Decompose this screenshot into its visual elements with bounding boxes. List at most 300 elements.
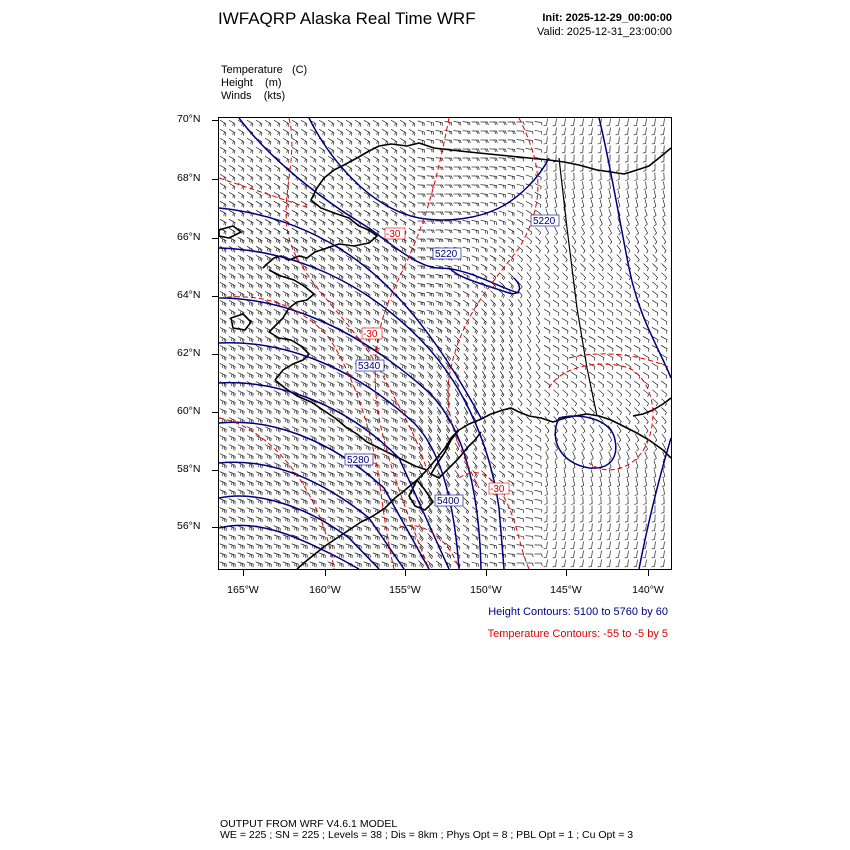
wind-barb-flag — [666, 295, 667, 298]
wind-barb-flag — [298, 411, 299, 414]
wind-barb-flag — [235, 367, 236, 370]
wind-barb-flag — [608, 189, 611, 190]
wind-barb — [409, 129, 415, 133]
wind-barb-flag — [486, 185, 487, 188]
wind-barb — [608, 264, 613, 269]
wind-barb-flag — [323, 204, 324, 207]
legend-temperature-name: Temperature — [221, 64, 283, 76]
wind-barb-flag — [567, 322, 568, 325]
wind-barb — [319, 165, 325, 169]
wind-barb-flag — [639, 358, 640, 361]
wind-barb-flag — [358, 374, 359, 377]
wind-barb-flag — [280, 411, 281, 414]
wind-barb — [481, 185, 488, 186]
wind-barb-flag — [270, 169, 271, 172]
wind-barb-flag — [638, 269, 640, 272]
wind-barb-flag — [432, 367, 433, 370]
wind-barb — [536, 299, 540, 305]
wind-barb-flag — [492, 339, 494, 341]
wind-barb — [608, 408, 613, 413]
wind-barb-flag — [421, 402, 423, 405]
wind-barb-flag — [404, 204, 405, 207]
wind-barb — [337, 147, 343, 151]
wind-barb-flag — [341, 393, 342, 396]
wind-barb — [616, 273, 621, 278]
wind-barb-flag — [628, 233, 630, 235]
wind-barb-flag — [279, 214, 280, 217]
wind-barb-flag — [616, 153, 619, 154]
wind-barb-flag — [441, 221, 442, 224]
wind-barb-flag — [350, 303, 351, 306]
wind-barb-flag — [628, 242, 630, 244]
wind-barb — [607, 336, 613, 339]
wind-barb-flag — [512, 277, 513, 280]
wind-barb-flag — [461, 176, 462, 179]
wind-barb-flag — [425, 194, 426, 197]
wind-barb-flag — [314, 330, 315, 333]
wind-barb-flag — [562, 171, 565, 172]
wind-barb-flag — [296, 240, 297, 243]
wind-barb-flag — [242, 186, 243, 189]
wind-barb — [364, 183, 370, 186]
wind-barb-flag — [343, 313, 344, 316]
wind-barb-flag — [377, 294, 378, 297]
wind-barb-flag — [621, 331, 622, 334]
lon-tick — [243, 570, 244, 576]
wind-barb-flag — [423, 284, 424, 287]
wind-barb-flag — [574, 242, 576, 244]
wind-barb-flag — [234, 241, 235, 244]
wind-barb-flag — [261, 232, 262, 235]
wind-barb-flag — [305, 141, 306, 144]
wind-barb-flag — [388, 349, 389, 352]
wind-barb — [490, 247, 496, 250]
wind-barb-flag — [425, 230, 426, 233]
wind-barb — [598, 354, 604, 357]
wind-barb-flag — [396, 205, 397, 208]
wind-barb-flag — [330, 266, 331, 269]
wind-barb-flag — [461, 185, 462, 188]
wind-barb-flag — [244, 286, 245, 289]
wind-barb — [400, 183, 406, 186]
wind-barb-flag — [240, 275, 241, 278]
wind-barb — [527, 272, 531, 277]
wind-barb-flag — [602, 269, 604, 272]
wind-barb-flag — [242, 267, 243, 270]
wind-barb-flag — [278, 195, 279, 198]
wind-barb-flag — [349, 401, 350, 404]
wind-barb — [582, 200, 584, 207]
wind-barb-flag — [315, 241, 316, 244]
wind-barb — [472, 318, 477, 323]
wind-barb-flag — [223, 374, 224, 377]
wind-barb-flag — [510, 303, 512, 305]
wind-barb — [409, 138, 415, 142]
wind-barb-flag — [414, 232, 415, 235]
wind-barb-flag — [413, 303, 414, 306]
wind-barb — [508, 184, 515, 186]
wind-barb-flag — [425, 257, 426, 260]
wind-barb-flag — [341, 240, 342, 243]
wind-barb-flag — [438, 374, 440, 377]
wind-barb — [554, 245, 558, 251]
wind-barb-flag — [258, 275, 259, 278]
wind-barb — [482, 318, 487, 323]
wind-barb-flag — [494, 323, 496, 325]
wind-barb-flag — [348, 293, 349, 296]
wind-barb — [625, 282, 630, 286]
wind-barb — [662, 236, 666, 242]
wind-barb-flag — [360, 205, 361, 208]
wind-barb-flag — [585, 304, 586, 307]
wind-barb-flag — [249, 293, 250, 296]
wind-barb-flag — [529, 296, 531, 298]
wind-barb-flag — [493, 341, 495, 343]
wind-barb-flag — [224, 141, 225, 144]
wind-barb — [598, 273, 603, 278]
wind-barb-flag — [261, 133, 262, 136]
wind-barb-flag — [388, 295, 389, 298]
wind-barb-flag — [324, 250, 325, 253]
wind-barb-flag — [575, 403, 576, 406]
wind-barb-flag — [548, 269, 550, 272]
wind-barb-flag — [395, 186, 396, 189]
wind-barb-flag — [571, 144, 574, 145]
wind-barb-flag — [314, 132, 315, 135]
wind-barb — [328, 192, 334, 195]
wind-barb-flag — [341, 258, 342, 261]
wind-barb-flag — [286, 356, 287, 359]
wind-barb-flag — [224, 177, 225, 180]
wind-barb-flag — [313, 347, 314, 350]
wind-barb-flag — [415, 411, 416, 414]
wind-barb — [607, 381, 613, 385]
wind-barb-flag — [307, 376, 308, 379]
wind-barb — [608, 227, 611, 233]
wind-barb-flag — [488, 194, 489, 197]
wind-barb-flag — [242, 357, 243, 360]
wind-barb-flag — [226, 286, 227, 289]
wind-barb — [491, 353, 495, 359]
wind-barb-flag — [330, 320, 331, 323]
wind-barb-flag — [388, 340, 389, 343]
wind-barb — [500, 371, 504, 377]
wind-barb-flag — [296, 402, 297, 405]
wind-barb-flag — [446, 410, 448, 412]
wind-barb-flag — [350, 348, 351, 351]
wind-barb-flag — [234, 223, 235, 226]
wind-barb-flag — [497, 176, 498, 179]
wind-barb — [463, 238, 470, 239]
wind-barb-flag — [307, 295, 308, 298]
wind-barb — [553, 309, 559, 313]
wind-barb-flag — [468, 122, 469, 125]
wind-barb-flag — [494, 249, 495, 252]
wind-barb-flag — [405, 169, 406, 172]
wind-barb-flag — [549, 349, 550, 352]
wind-barb — [536, 263, 540, 268]
wind-barb-flag — [530, 278, 532, 281]
wind-barb-flag — [608, 197, 611, 198]
wind-barb-flag — [260, 204, 261, 207]
wind-barb-flag — [648, 394, 649, 397]
wind-barb — [562, 336, 568, 339]
wind-barb-flag — [589, 153, 592, 154]
wind-barb-flag — [576, 385, 577, 388]
wind-barb — [481, 300, 486, 305]
wind-barb-flag — [244, 340, 245, 343]
wind-barb-flag — [602, 260, 604, 263]
wind-barb-flag — [404, 330, 405, 333]
wind-barb — [600, 218, 603, 224]
wind-barb-flag — [502, 341, 504, 343]
wind-barb-flag — [261, 259, 262, 262]
wind-barb-flag — [242, 303, 243, 306]
wind-barb-flag — [359, 258, 360, 261]
wind-barb-flag — [506, 140, 507, 143]
wind-barb-flag — [396, 178, 397, 181]
wind-barb-flag — [567, 304, 568, 307]
wind-barb-flag — [322, 392, 323, 395]
wind-barb-flag — [648, 340, 649, 343]
wind-barb-flag — [224, 132, 225, 135]
wind-barb — [463, 291, 469, 294]
wind-barb-flag — [397, 322, 398, 325]
wind-barb-flag — [571, 180, 574, 181]
wind-barb — [581, 254, 586, 259]
wind-barb-flag — [242, 213, 243, 216]
wind-barb-flag — [361, 394, 362, 397]
wind-barb-flag — [664, 242, 666, 244]
wind-barb-flag — [512, 240, 513, 243]
wind-barb-flag — [298, 385, 299, 388]
wind-barb — [616, 300, 622, 304]
wind-barb-flag — [343, 394, 344, 397]
wind-barb-flag — [479, 122, 480, 125]
wind-barb-flag — [397, 331, 398, 334]
wind-barb-flag — [360, 151, 361, 154]
wind-barb-flag — [513, 131, 514, 134]
wind-barb-flag — [429, 374, 430, 377]
wind-barb-flag — [485, 332, 487, 335]
wind-barb-flag — [424, 349, 425, 352]
wind-barb-flag — [470, 167, 471, 170]
wind-barb-flag — [331, 383, 332, 386]
wind-barb — [508, 149, 515, 150]
wind-barb — [391, 165, 397, 169]
wind-barb-flag — [249, 302, 250, 305]
wind-barb-flag — [378, 142, 379, 145]
wind-barb-flag — [439, 375, 440, 378]
wind-barb — [571, 399, 576, 404]
wind-barb-flag — [468, 295, 469, 298]
wind-barb-flag — [583, 242, 585, 244]
wind-barb-flag — [434, 185, 435, 188]
wind-barb — [634, 345, 640, 348]
wind-barb-flag — [441, 331, 442, 334]
wind-barb-flag — [441, 212, 442, 215]
wind-barb-flag — [315, 214, 316, 217]
wind-barb-flag — [259, 401, 260, 404]
wind-barb-flag — [378, 214, 379, 217]
wind-barb-flag — [406, 358, 407, 361]
wind-barb-flag — [638, 403, 639, 406]
wind-barb — [508, 167, 515, 168]
wind-barb — [490, 273, 496, 277]
wind-barb-flag — [269, 294, 270, 297]
wind-barb-flag — [592, 242, 594, 244]
wind-barb-flag — [406, 376, 407, 379]
wind-barb-flag — [474, 394, 476, 396]
wind-barb-flag — [232, 356, 233, 359]
wind-barb-flag — [504, 131, 505, 134]
wind-barb-flag — [504, 176, 505, 179]
wind-barb-flag — [269, 267, 270, 270]
wind-barb-flag — [483, 403, 485, 405]
wind-barb-flag — [316, 322, 317, 325]
wind-barb-flag — [571, 171, 574, 172]
wind-barb — [583, 182, 584, 189]
wind-barb — [509, 398, 513, 404]
wind-barb-flag — [351, 214, 352, 217]
wind-barb-flag — [558, 385, 559, 388]
wind-barb-flag — [645, 215, 648, 217]
wind-barb-flag — [378, 151, 379, 154]
wind-barb-flag — [240, 302, 241, 305]
wind-barb-flag — [276, 275, 277, 278]
wind-barb-flag — [350, 195, 351, 198]
map-canvas — [219, 118, 671, 569]
wind-barb-flag — [402, 329, 403, 332]
wind-barb-flag — [477, 286, 478, 289]
wind-barb-flag — [603, 358, 604, 361]
wind-barb — [518, 398, 522, 403]
wind-barb-flag — [305, 231, 306, 234]
wind-barb — [274, 228, 280, 231]
wind-barb — [573, 209, 575, 216]
wind-barb-flag — [303, 329, 304, 332]
wind-barb-flag — [233, 159, 234, 162]
wind-barb-flag — [262, 340, 263, 343]
wind-barb-flag — [432, 185, 433, 188]
wind-barb — [238, 174, 244, 178]
wind-barb-flag — [332, 132, 333, 135]
wind-barb-flag — [233, 213, 234, 216]
wind-barb-flag — [415, 367, 416, 370]
wind-barb-flag — [538, 278, 540, 280]
wind-barb-flag — [415, 385, 416, 388]
wind-barb-flag — [539, 386, 541, 389]
wind-barb-flag — [357, 239, 358, 242]
wind-barb-flag — [621, 295, 622, 298]
wind-barb-flag — [547, 251, 549, 253]
wind-barb-flag — [267, 248, 268, 251]
wind-barb-flag — [488, 122, 489, 125]
wind-barb — [655, 182, 656, 189]
wind-barb-flag — [548, 260, 550, 263]
wind-barb-flag — [386, 303, 387, 306]
wind-barb-flag — [493, 321, 495, 324]
wind-barb-flag — [278, 249, 279, 252]
wind-barb-flag — [375, 284, 376, 287]
wind-barb — [508, 193, 515, 195]
wind-barb-flag — [619, 233, 621, 235]
wind-barb-flag — [432, 212, 433, 215]
wind-barb-flag — [223, 338, 224, 341]
wind-barb-flag — [609, 215, 612, 217]
wind-barb-flag — [580, 162, 583, 163]
wind-barb-flag — [504, 250, 505, 253]
wind-barb-flag — [470, 122, 471, 125]
wind-barb — [655, 137, 656, 144]
wind-barb-flag — [465, 375, 467, 377]
wind-barb-flag — [492, 348, 494, 350]
wind-barb-flag — [479, 176, 480, 179]
wind-barb-flag — [276, 311, 277, 314]
wind-barb-flag — [332, 231, 333, 234]
wind-barb — [310, 219, 316, 222]
wind-barb-flag — [511, 323, 513, 325]
wind-barb-flag — [412, 392, 413, 395]
wind-barb-flag — [270, 133, 271, 136]
wind-barb — [481, 264, 487, 267]
wind-barb-flag — [359, 384, 360, 387]
wind-barb-flag — [504, 149, 505, 152]
wind-barb-flag — [269, 348, 270, 351]
wind-barb-flag — [465, 384, 467, 386]
wind-barb-flag — [459, 131, 460, 134]
wind-barb-flag — [369, 124, 370, 127]
wind-barb-flag — [278, 366, 279, 369]
wind-barb-flag — [315, 205, 316, 208]
wind-barb — [445, 140, 452, 141]
wind-barb — [220, 174, 226, 178]
wind-barb — [580, 390, 585, 394]
wind-barb-flag — [316, 331, 317, 334]
wind-barb — [247, 228, 253, 231]
wind-barb-flag — [287, 186, 288, 189]
wind-barb-flag — [260, 267, 261, 270]
wind-barb-flag — [562, 144, 565, 145]
wind-barb-flag — [425, 239, 426, 242]
wind-barb-flag — [421, 248, 422, 251]
wind-barb-flag — [352, 331, 353, 334]
wind-barb-flag — [349, 338, 350, 341]
wind-barb-flag — [630, 304, 631, 307]
wind-barb-flag — [357, 293, 358, 296]
wind-barb-flag — [395, 213, 396, 216]
wind-barb-flag — [369, 196, 370, 199]
wind-barb-flag — [242, 285, 243, 288]
wind-barb-flag — [653, 197, 656, 198]
wind-barb — [661, 345, 667, 348]
wind-barb-flag — [260, 339, 261, 342]
wind-barb-flag — [314, 240, 315, 243]
wind-barb — [610, 128, 611, 135]
wind-barb-flag — [443, 167, 444, 170]
wind-barb-flag — [242, 231, 243, 234]
wind-barb — [625, 318, 631, 321]
wind-barb-flag — [395, 249, 396, 252]
wind-barb — [481, 273, 487, 277]
wind-barb-flag — [360, 250, 361, 253]
wind-barb-flag — [484, 377, 486, 379]
wind-barb-flag — [484, 303, 485, 306]
wind-barb-flag — [243, 142, 244, 145]
wind-barb — [400, 156, 406, 160]
wind-barb-flag — [434, 212, 435, 215]
wind-barb-flag — [333, 196, 334, 199]
